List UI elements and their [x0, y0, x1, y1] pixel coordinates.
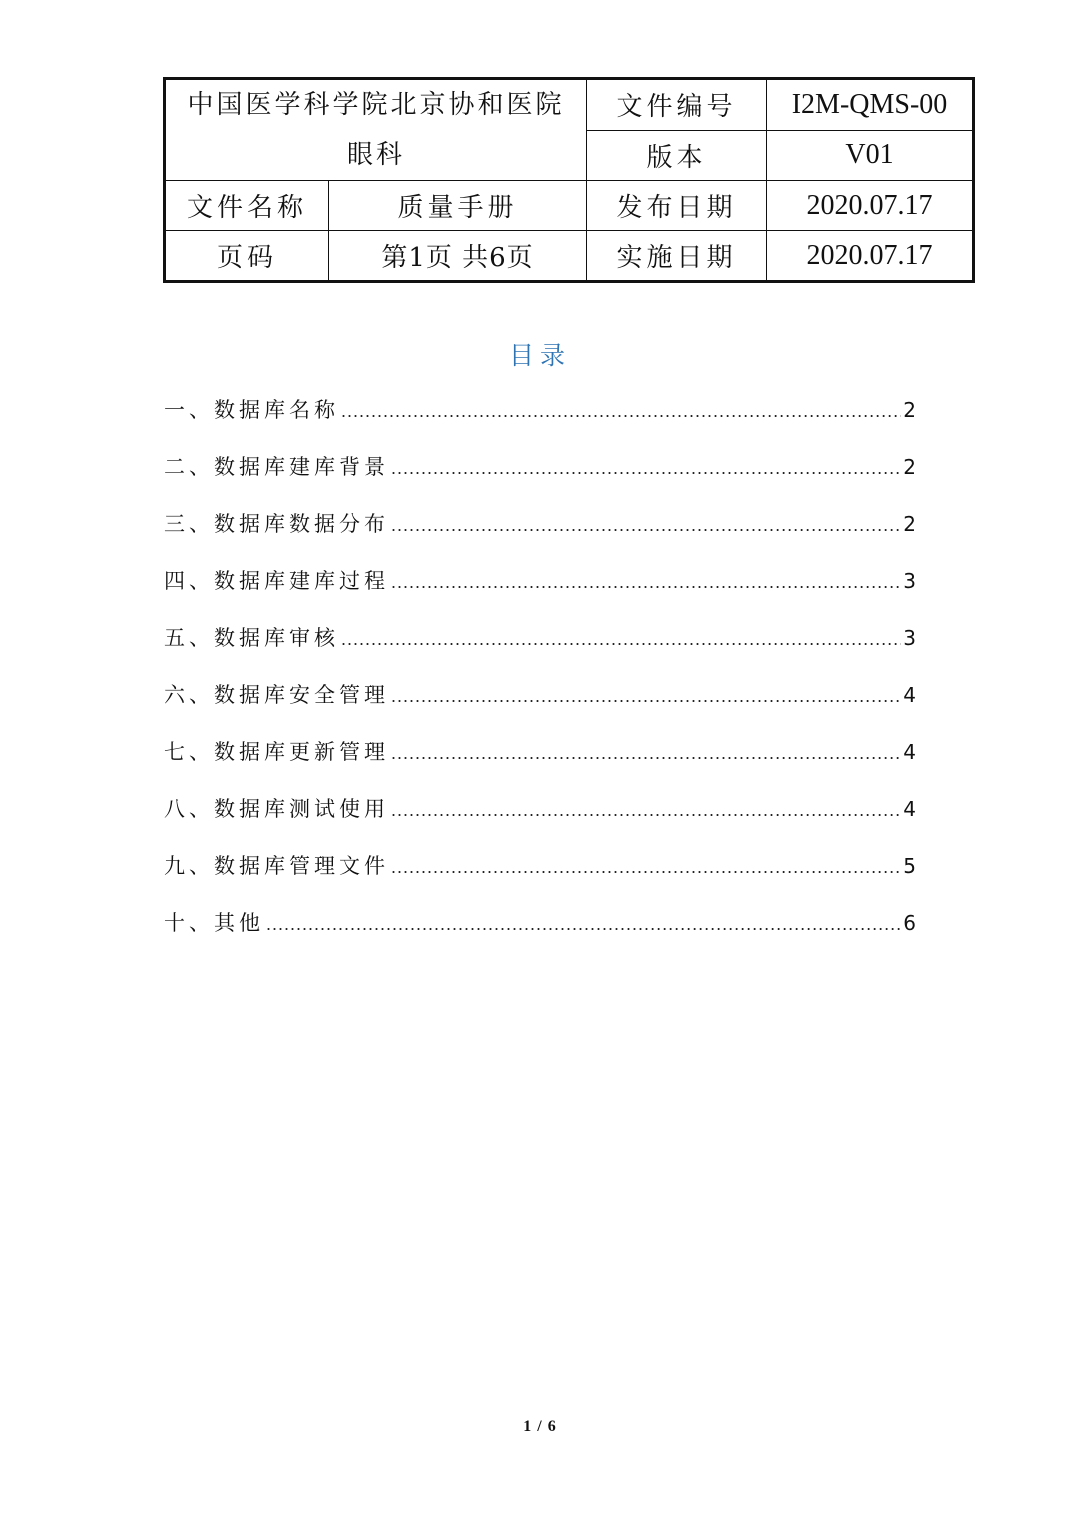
toc-entry-label: 四、数据库建库过程	[164, 569, 389, 593]
toc-entry[interactable]	[164, 736, 916, 793]
toc-title: 目录	[508, 341, 571, 370]
toc-entry-label: 九、数据库管理文件	[164, 854, 389, 878]
toc-entry-label: 二、数据库建库背景	[164, 455, 389, 479]
file-name-label: 文件名称	[165, 181, 329, 231]
page-label: 页码	[165, 231, 329, 282]
toc-entry[interactable]	[164, 394, 916, 451]
organization-name	[165, 79, 587, 181]
toc-entry-page: 2	[903, 455, 916, 479]
toc-entry-page: 4	[903, 797, 916, 821]
toc-leader-dots	[266, 914, 901, 935]
toc-entry[interactable]	[164, 565, 916, 622]
toc-entry-label: 七、数据库更新管理	[164, 740, 389, 764]
document-control-table	[163, 77, 975, 283]
toc-entry[interactable]	[164, 850, 916, 907]
toc-leader-dots	[391, 458, 901, 479]
toc-entry-label: 十、其他	[164, 911, 264, 935]
version-value: V01	[767, 130, 974, 181]
file-number-value: I2M-QMS-00	[767, 79, 974, 131]
toc-entry-label: 八、数据库测试使用	[164, 797, 389, 821]
toc-leader-dots	[391, 857, 901, 878]
toc-entry-label: 一、数据库名称	[164, 398, 339, 422]
toc-entry-page: 3	[903, 626, 916, 650]
toc-leader-dots	[341, 401, 901, 422]
page-footer-indicator: 1 / 6	[523, 1418, 557, 1435]
toc-leader-dots	[391, 572, 901, 593]
toc-leader-dots	[391, 686, 901, 707]
toc-leader-dots	[341, 629, 901, 650]
toc-entry-page: 4	[903, 683, 916, 707]
toc-entry-page: 3	[903, 569, 916, 593]
toc-entry[interactable]	[164, 793, 916, 850]
toc-entry-page: 4	[903, 740, 916, 764]
toc-entry[interactable]	[164, 907, 916, 964]
toc-entry[interactable]	[164, 679, 916, 736]
effective-date-label: 实施日期	[587, 231, 767, 282]
toc-leader-dots	[391, 743, 901, 764]
effective-date-value: 2020.07.17	[767, 231, 974, 282]
toc-entry-label: 五、数据库审核	[164, 626, 339, 650]
organization-line-2: 眼科	[347, 140, 406, 170]
toc-entry[interactable]	[164, 451, 916, 508]
toc-leader-dots	[391, 515, 901, 536]
toc-entry[interactable]	[164, 508, 916, 565]
publish-date-label: 发布日期	[587, 181, 767, 231]
toc-entry-page: 5	[903, 854, 916, 878]
toc-leader-dots	[391, 800, 901, 821]
toc-entry-page: 2	[903, 398, 916, 422]
page-count-value: 第1页 共6页	[329, 231, 587, 282]
file-name-value: 质量手册	[329, 181, 587, 231]
toc-entry-page: 2	[903, 512, 916, 536]
file-number-label: 文件编号	[587, 79, 767, 131]
toc-entry-page: 6	[903, 911, 916, 935]
organization-line-1: 中国医学科学院北京协和医院	[187, 90, 565, 120]
version-label: 版本	[587, 130, 767, 181]
toc-entry-label: 六、数据库安全管理	[164, 683, 389, 707]
publish-date-value: 2020.07.17	[767, 181, 974, 231]
toc-entry[interactable]	[164, 622, 916, 679]
toc-entry-label: 三、数据库数据分布	[164, 512, 389, 536]
table-of-contents	[164, 394, 916, 964]
